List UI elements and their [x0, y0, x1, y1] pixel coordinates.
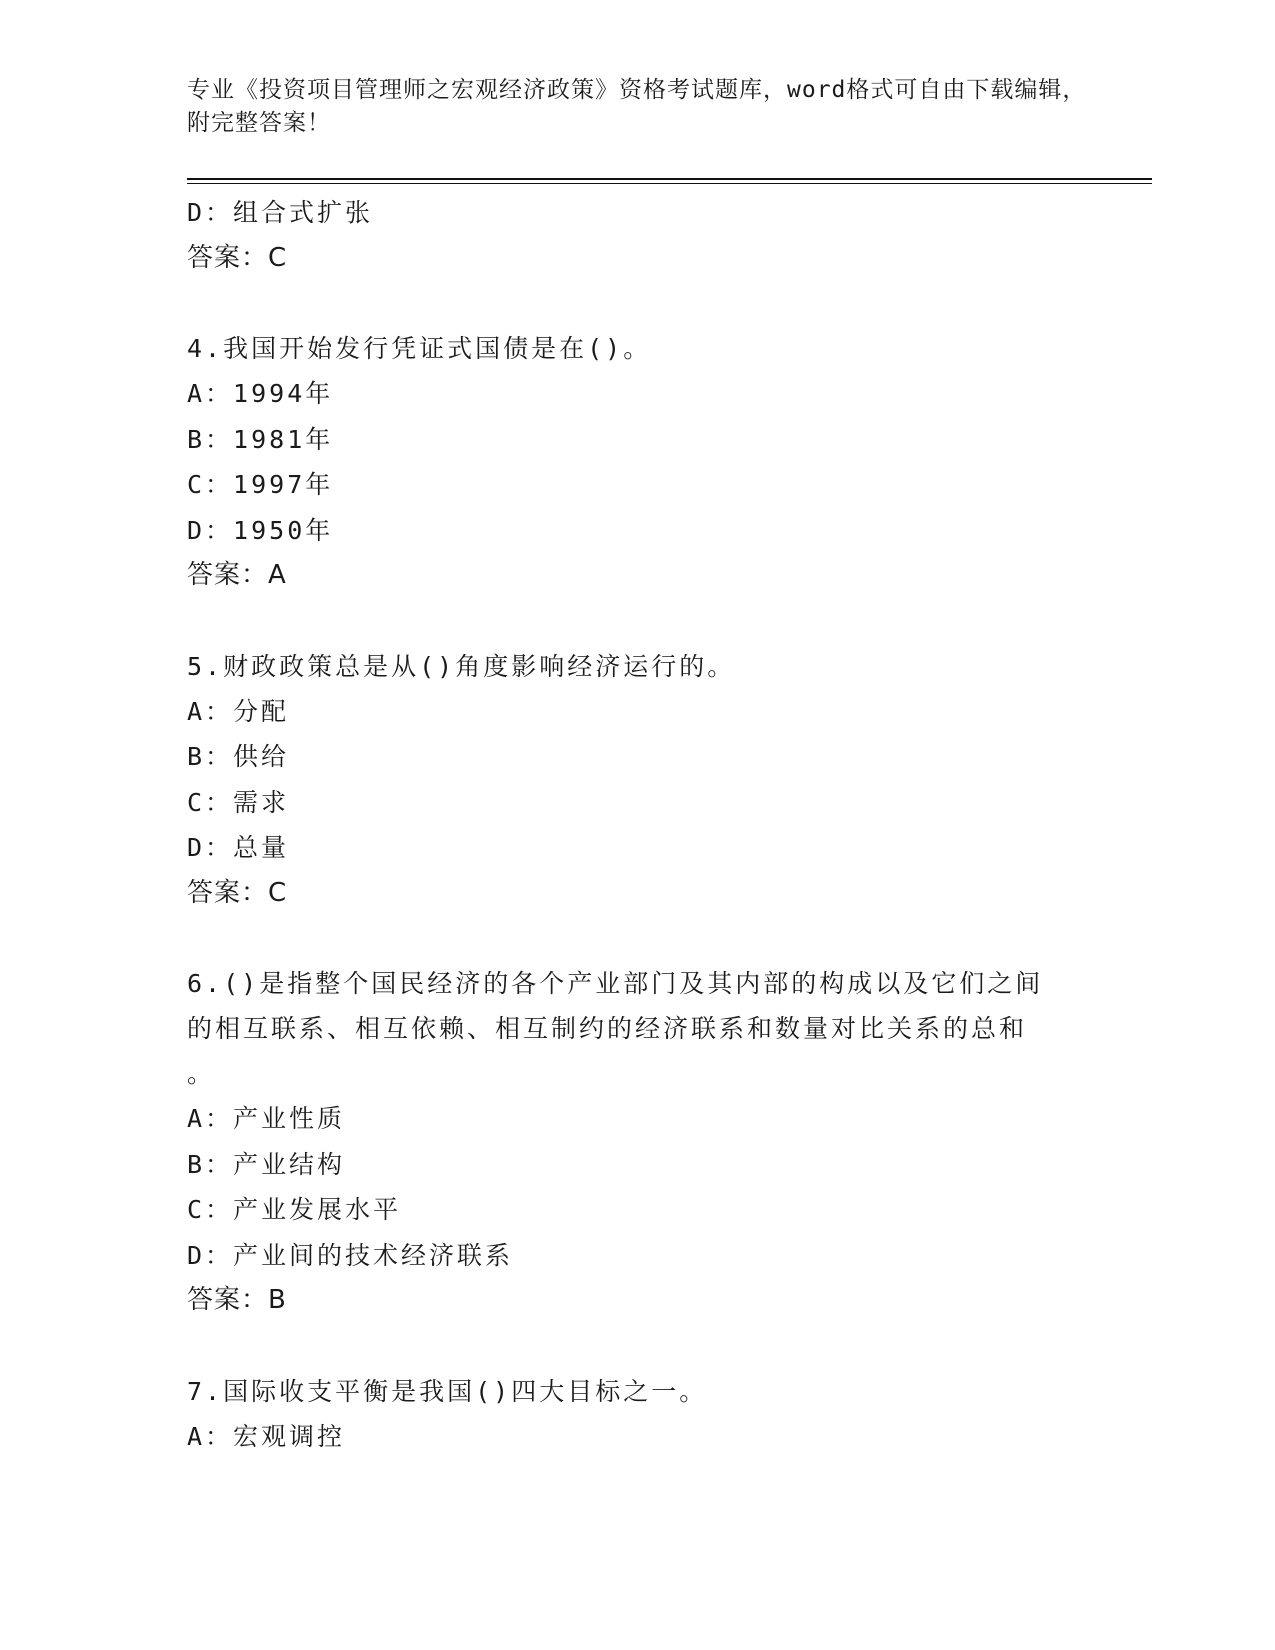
- option-d: D：1950年: [187, 515, 334, 545]
- answer: 答案：A: [187, 560, 287, 590]
- question-title-line-1: 6.()是指整个国民经济的各个产业部门及其内部的构成以及它们之间: [187, 969, 1044, 998]
- option-d: D：组合式扩张: [187, 198, 374, 227]
- answer: 答案：C: [187, 877, 288, 908]
- spacer: [187, 916, 1087, 961]
- option-d: D：产业间的技术经济联系: [187, 1240, 514, 1270]
- spacer: [187, 281, 1087, 326]
- answer: 答案：B: [187, 1285, 287, 1315]
- question-title: 7.国际收支平衡是我国()四大目标之一。: [187, 1376, 708, 1406]
- question-title-line-3: 。: [187, 1059, 216, 1088]
- question-title: 4.我国开始发行凭证式国债是在()。: [187, 334, 652, 363]
- question-title-line-2: 的相互联系、相互依赖、相互制约的经济联系和数量对比关系的总和: [187, 1014, 1028, 1043]
- spacer: [187, 599, 1087, 644]
- option-c: C：1997年: [187, 470, 334, 499]
- header-divider-thin: [187, 183, 1152, 184]
- option-d: D：总量: [187, 833, 290, 862]
- option-c: C：需求: [187, 787, 290, 817]
- option-b: B：1981年: [187, 424, 334, 454]
- spacer: [187, 1324, 1087, 1369]
- option-a: A：分配: [187, 696, 290, 726]
- option-b: B：供给: [187, 742, 290, 771]
- option-a: A：宏观调控: [187, 1421, 346, 1451]
- document-header: 专业《投资项目管理师之宏观经济政策》资格考试题库，word格式可自由下载编辑，附完整答案！: [187, 77, 1087, 136]
- option-a: A：产业性质: [187, 1104, 346, 1133]
- option-b: B：产业结构: [187, 1149, 346, 1179]
- option-c: C：产业发展水平: [187, 1195, 402, 1224]
- answer: 答案：C: [187, 242, 288, 273]
- question-title: 5.财政政策总是从()角度影响经济运行的。: [187, 651, 736, 681]
- question-list: [187, 190, 1087, 1459]
- option-a: A：1994年: [187, 379, 334, 408]
- header-divider-thick: [187, 178, 1152, 180]
